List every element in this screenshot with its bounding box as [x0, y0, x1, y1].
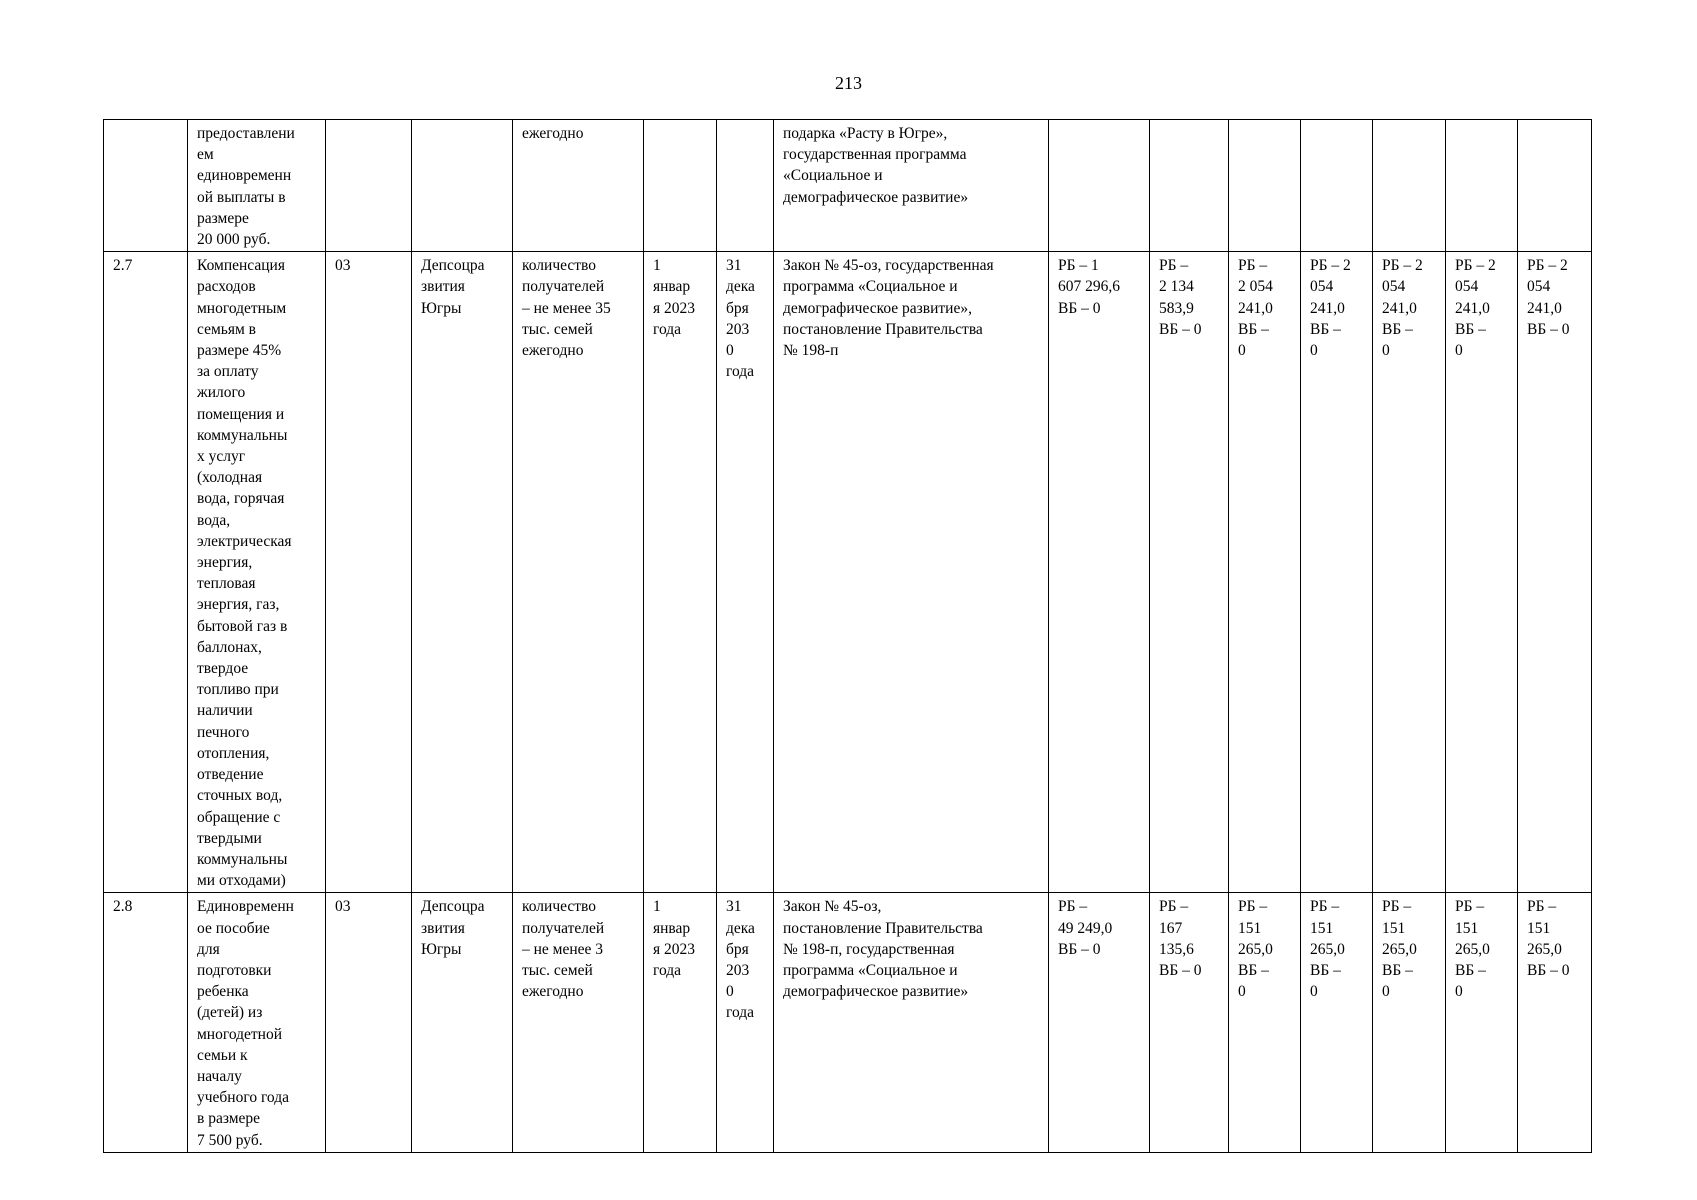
- cell-funding-1: РБ – 1 607 296,6 ВБ – 0: [1049, 252, 1150, 893]
- cell-code: [326, 120, 412, 252]
- cell-code: 03: [326, 893, 412, 1152]
- cell-end-date: 31 дека бря 203 0 года: [717, 252, 774, 893]
- cell-end-date: [717, 120, 774, 252]
- program-table: [103, 119, 1592, 1153]
- cell-start-date: [644, 120, 717, 252]
- cell-responsible: Депсоцра звития Югры: [412, 252, 513, 893]
- cell-funding-6: РБ – 151 265,0 ВБ – 0: [1446, 893, 1518, 1152]
- cell-indicator: количество получателей – не менее 3 тыс. семей ежегодно: [513, 893, 644, 1152]
- cell-funding-7: [1518, 120, 1592, 252]
- cell-indicator: ежегодно: [513, 120, 644, 252]
- cell-measure: предоставлени ем единовременн ой выплаты в размере 20 000 руб.: [188, 120, 326, 252]
- cell-number: 2.7: [104, 252, 188, 893]
- cell-responsible: [412, 120, 513, 252]
- cell-funding-5: РБ – 2 054 241,0 ВБ – 0: [1373, 252, 1446, 893]
- cell-start-date: 1 январ я 2023 года: [644, 893, 717, 1152]
- cell-funding-6: [1446, 120, 1518, 252]
- cell-funding-2: РБ – 2 134 583,9 ВБ – 0: [1150, 252, 1229, 893]
- cell-funding-1: [1049, 120, 1150, 252]
- cell-funding-3: [1229, 120, 1301, 252]
- cell-number: [104, 120, 188, 252]
- cell-indicator: количество получателей – не менее 35 тыс. семей ежегодно: [513, 252, 644, 893]
- cell-funding-4: [1301, 120, 1373, 252]
- cell-funding-3: РБ – 2 054 241,0 ВБ – 0: [1229, 252, 1301, 893]
- cell-funding-2: РБ – 167 135,6 ВБ – 0: [1150, 893, 1229, 1152]
- cell-funding-4: РБ – 2 054 241,0 ВБ – 0: [1301, 252, 1373, 893]
- cell-funding-3: РБ – 151 265,0 ВБ – 0: [1229, 893, 1301, 1152]
- cell-start-date: 1 январ я 2023 года: [644, 252, 717, 893]
- cell-legal-basis: подарка «Расту в Югре», государственная программа «Социальное и демографическое развитие»: [774, 120, 1049, 252]
- cell-funding-7: РБ – 151 265,0 ВБ – 0: [1518, 893, 1592, 1152]
- table-row-2-7: [104, 252, 1592, 893]
- cell-funding-4: РБ – 151 265,0 ВБ – 0: [1301, 893, 1373, 1152]
- cell-legal-basis: Закон № 45-оз, постановление Правительства № 198-п, государственная программа «Социальное и демографическое развитие»: [774, 893, 1049, 1152]
- cell-funding-7: РБ – 2 054 241,0 ВБ – 0: [1518, 252, 1592, 893]
- cell-number: 2.8: [104, 893, 188, 1152]
- cell-end-date: 31 дека бря 203 0 года: [717, 893, 774, 1152]
- cell-funding-5: [1373, 120, 1446, 252]
- cell-funding-1: РБ – 49 249,0 ВБ – 0: [1049, 893, 1150, 1152]
- table-row-2-8: [104, 893, 1592, 1152]
- table-row-continuation: [104, 120, 1592, 252]
- cell-responsible: Депсоцра звития Югры: [412, 893, 513, 1152]
- cell-funding-6: РБ – 2 054 241,0 ВБ – 0: [1446, 252, 1518, 893]
- cell-measure: Единовременн ое пособие для подготовки ребенка (детей) из многодетной семьи к началу учебного года в размере 7 500 руб.: [188, 893, 326, 1152]
- cell-measure: Компенсация расходов многодетным семьям в размере 45% за оплату жилого помещения и коммунальны х услуг (холодная вода, горячая вода, электрическая энергия, тепловая энергия, газ, бытовой газ в баллонах, твердое топливо при наличии печного отопления, отведение сточных вод, обращение с твердыми коммунальны ми отходами): [188, 252, 326, 893]
- page-number: 213: [835, 73, 862, 93]
- cell-code: 03: [326, 252, 412, 893]
- cell-funding-2: [1150, 120, 1229, 252]
- cell-funding-5: РБ – 151 265,0 ВБ – 0: [1373, 893, 1446, 1152]
- cell-legal-basis: Закон № 45-оз, государственная программа «Социальное и демографическое развитие», постановление Правительства № 198-п: [774, 252, 1049, 893]
